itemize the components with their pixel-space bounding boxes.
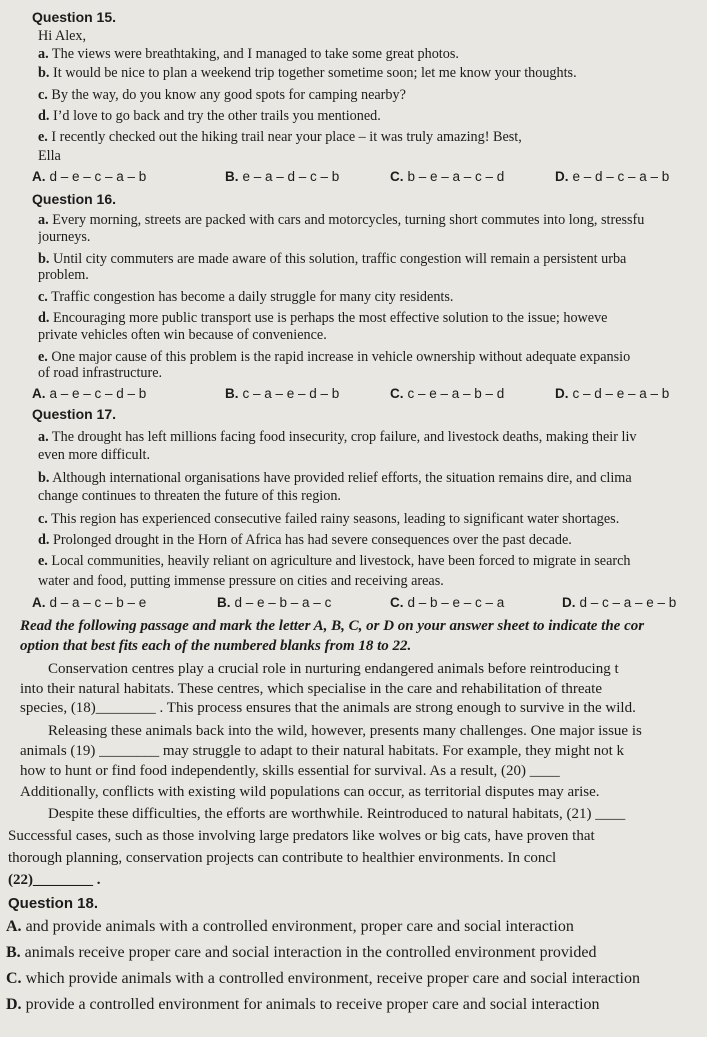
q15-line-a — [38, 45, 707, 63]
q16-item-e-text: One major cause of this problem is the rapid increase in vehicle ownership without adequate expansio — [47, 349, 631, 365]
q15-option-c[interactable] — [390, 168, 504, 186]
question-18-heading: Question 18. — [8, 895, 99, 912]
q17-options — [32, 594, 707, 612]
passage-line-11: (22)________ . — [8, 872, 101, 888]
q16-item-e-letter: e. — [38, 349, 48, 365]
q16-option-c-text: c – e – a – b – d — [407, 386, 505, 401]
q16-option-d-letter: D. — [555, 386, 569, 401]
q15-option-a-letter: A. — [32, 169, 46, 184]
q15-line-e — [38, 128, 707, 146]
q17-item-b-line2: change continues to threaten the future of this region. — [38, 488, 341, 504]
q16-item-a-line1 — [38, 211, 707, 229]
q17-item-b-text: Although international organisations have provided relief efforts, the situation remains dire, and clima — [49, 470, 632, 486]
q15-option-a-text: d – e – c – a – b — [49, 169, 147, 184]
passage-line-10: thorough planning, conservation projects can contribute to healthier environments. In concl — [8, 850, 557, 866]
q17-option-b-letter: B. — [217, 595, 231, 610]
q15-line-d — [38, 107, 707, 125]
q16-item-b-text: Until city commuters are made aware of this solution, traffic congestion will remain a persistent urba — [49, 251, 627, 267]
q17-item-a-line2: even more difficult. — [38, 447, 151, 463]
passage-line-4: Releasing these animals back into the wild, however, presents many challenges. One major issue is — [48, 723, 642, 739]
q18-option-c-text: which provide animals with a controlled environment, receive proper care and social interaction — [21, 970, 640, 987]
q16-item-e-line2: of road infrastructure. — [38, 365, 163, 381]
q16-option-b[interactable] — [225, 385, 339, 403]
passage-line-7: Additionally, conflicts with existing wild populations can occur, as territorial disputes may arise. — [20, 784, 600, 800]
q16-option-b-letter: B. — [225, 386, 239, 401]
letter-signoff: Ella — [38, 148, 61, 164]
q18-option-a-text: and provide animals with a controlled environment, proper care and social interaction — [21, 918, 574, 935]
q18-option-d[interactable] — [6, 996, 707, 1014]
q17-item-a-text: The drought has left millions facing food insecurity, crop failure, and livestock deaths, making their liv — [48, 429, 637, 445]
q15-line-b — [38, 64, 707, 82]
q15-line-e-text: I recently checked out the hiking trail near your place – it was truly amazing! Best, — [47, 129, 522, 145]
q15-line-e-letter: e. — [38, 129, 48, 145]
q16-option-d-text: c – d – e – a – b — [572, 386, 670, 401]
q16-item-a-text: Every morning, streets are packed with cars and motorcycles, turning short commutes into long, stressfu — [48, 212, 645, 228]
q17-item-b-line1 — [38, 469, 707, 487]
q16-item-d-letter: d. — [38, 310, 50, 326]
q16-item-c-line1 — [38, 288, 707, 306]
passage-line-8: Despite these difficulties, the efforts are worthwhile. Reintroduced to natural habitats, (21) ____ — [48, 806, 626, 822]
q17-item-e-letter: e. — [38, 553, 48, 569]
q15-line-d-text: I’d love to go back and try the other trails you mentioned. — [49, 108, 381, 124]
q18-option-b[interactable] — [6, 944, 707, 962]
passage-line-6: how to hunt or find food independently, skills essential for survival. As a result, (20) ____ — [20, 763, 560, 779]
q15-options — [32, 168, 707, 186]
q15-line-b-text: It would be nice to plan a weekend trip together sometime soon; let me know your thoughts. — [49, 65, 577, 81]
passage-line-5: animals (19) ________ may struggle to adapt to their natural habitats. For example, they might not k — [20, 743, 625, 759]
q17-option-d-letter: D. — [562, 595, 576, 610]
q17-item-c-text: This region has experienced consecutive failed rainy seasons, leading to significant water shortages. — [47, 511, 620, 527]
q16-item-a-letter: a. — [38, 212, 49, 228]
q17-item-d-line1 — [38, 531, 707, 549]
q18-option-a-letter: A. — [6, 918, 22, 935]
q17-option-d[interactable] — [562, 594, 676, 612]
q18-option-d-text: provide a controlled environment for animals to receive proper care and social interaction — [21, 996, 600, 1013]
q17-option-d-text: d – c – a – e – b — [579, 595, 677, 610]
question-17-heading: Question 17. — [32, 406, 117, 422]
q17-option-a[interactable] — [32, 594, 146, 612]
q16-item-a-line2: journeys. — [38, 229, 91, 245]
q17-option-c-text: d – b – e – c – a — [407, 595, 505, 610]
question-15-heading: Question 15. — [32, 9, 117, 25]
q17-option-a-text: d – a – c – b – e — [49, 595, 147, 610]
q17-item-c-letter: c. — [38, 511, 48, 527]
q15-line-c — [38, 86, 707, 104]
instruction-line-1: Read the following passage and mark the letter A, B, C, or D on your answer sheet to indicate the cor — [20, 618, 645, 634]
q18-option-b-text: animals receive proper care and social interaction in the controlled environment provided — [20, 944, 597, 961]
q17-item-d-letter: d. — [38, 532, 50, 548]
q15-option-b-letter: B. — [225, 169, 239, 184]
q16-option-a[interactable] — [32, 385, 146, 403]
q17-option-a-letter: A. — [32, 595, 46, 610]
q15-option-d-letter: D. — [555, 169, 569, 184]
q16-option-b-text: c – a – e – d – b — [242, 386, 340, 401]
passage-line-1: Conservation centres play a crucial role in nurturing endangered animals before reintroducing t — [48, 661, 619, 677]
q18-option-b-letter: B. — [6, 944, 21, 961]
q17-option-c[interactable] — [390, 594, 504, 612]
q15-line-d-letter: d. — [38, 108, 50, 124]
q16-option-a-text: a – e – c – d – b — [49, 386, 147, 401]
q16-item-d-text: Encouraging more public transport use is perhaps the most effective solution to the issue; howeve — [49, 310, 608, 326]
q17-item-d-text: Prolonged drought in the Horn of Africa has had severe consequences over the past decade. — [49, 532, 572, 548]
q17-item-e-text: Local communities, heavily reliant on agriculture and livestock, have been forced to migrate in search — [47, 553, 631, 569]
q16-option-a-letter: A. — [32, 386, 46, 401]
instruction-line-2: option that best fits each of the numbered blanks from 18 to 22. — [20, 638, 412, 654]
q17-item-a-letter: a. — [38, 429, 49, 445]
q16-item-c-letter: c. — [38, 289, 48, 305]
letter-greeting: Hi Alex, — [38, 28, 87, 44]
q18-option-c-letter: C. — [6, 970, 22, 987]
q16-item-c-text: Traffic congestion has become a daily struggle for many city residents. — [47, 289, 454, 305]
q15-line-a-letter: a. — [38, 46, 49, 62]
q16-item-d-line1 — [38, 309, 707, 327]
q15-line-c-text: By the way, do you know any good spots for camping nearby? — [47, 87, 406, 103]
q17-item-e-line1 — [38, 552, 707, 570]
q15-line-b-letter: b. — [38, 65, 50, 81]
passage-line-2: into their natural habitats. These centres, which specialise in the care and rehabilitation of threate — [20, 681, 602, 697]
q16-item-b-letter: b. — [38, 251, 50, 267]
q17-option-c-letter: C. — [390, 595, 404, 610]
q16-option-d[interactable] — [555, 385, 669, 403]
q17-item-e-line2: water and food, putting immense pressure on cities and receiving areas. — [38, 573, 444, 589]
q17-item-a-line1 — [38, 428, 707, 446]
q17-item-c-line1 — [38, 510, 707, 528]
q15-option-a[interactable] — [32, 168, 146, 186]
q15-option-b-text: e – a – d – c – b — [242, 169, 340, 184]
q15-option-b[interactable] — [225, 168, 339, 186]
question-16-heading: Question 16. — [32, 191, 117, 207]
q16-item-b-line2: problem. — [38, 267, 89, 283]
q18-option-d-letter: D. — [6, 996, 22, 1013]
q17-option-b-text: d – e – b – a – c — [234, 595, 332, 610]
q15-option-c-letter: C. — [390, 169, 404, 184]
q15-option-d[interactable] — [555, 168, 669, 186]
q16-item-d-line2: private vehicles often win because of convenience. — [38, 327, 327, 343]
q17-option-b[interactable] — [217, 594, 331, 612]
q18-option-a[interactable] — [6, 918, 707, 936]
passage-line-9: Successful cases, such as those involving large predators like wolves or big cats, have proven that — [8, 828, 595, 844]
q16-option-c-letter: C. — [390, 386, 404, 401]
q16-option-c[interactable] — [390, 385, 504, 403]
q15-option-d-text: e – d – c – a – b — [572, 169, 670, 184]
q15-line-c-letter: c. — [38, 87, 48, 103]
passage-line-3: species, (18)________ . This process ensures that the animals are strong enough to survive in the wild. — [20, 700, 636, 716]
q15-line-a-text: The views were breathtaking, and I managed to take some great photos. — [48, 46, 459, 62]
q17-item-b-letter: b. — [38, 470, 50, 486]
q16-options — [32, 385, 707, 403]
q18-option-c[interactable] — [6, 970, 707, 988]
q15-option-c-text: b – e – a – c – d — [407, 169, 505, 184]
